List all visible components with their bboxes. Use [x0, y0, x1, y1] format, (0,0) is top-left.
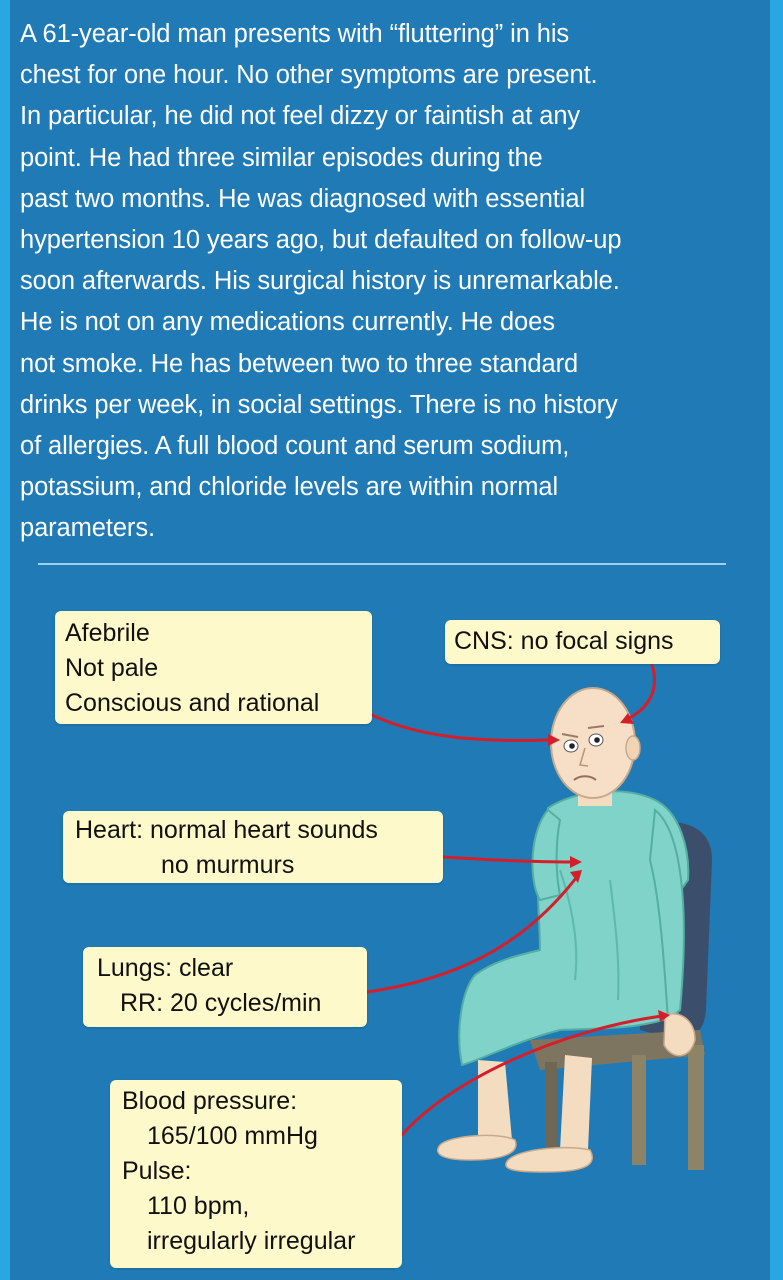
- case-line: hypertension 10 years ago, but defaulted on follow-up: [20, 226, 622, 255]
- cns-finding: CNS: no focal signs: [454, 627, 674, 655]
- arrow-cns: [625, 665, 654, 720]
- case-line: not smoke. He has between two to three standard: [20, 349, 579, 378]
- case-line: A 61-year-old man presents with “fluttering” in his: [20, 20, 570, 48]
- general-finding: Not pale: [65, 654, 159, 682]
- callout-lungs: [83, 947, 367, 1027]
- patient-foot: [438, 1135, 516, 1160]
- lungs-finding: RR: 20 cycles/min: [120, 989, 322, 1017]
- vitals-value: 165/100 mmHg: [147, 1122, 318, 1150]
- callout-vitals: [110, 1080, 402, 1268]
- case-line: drinks per week, in social settings. There is no history: [20, 390, 618, 419]
- vitals-value: 110 bpm,: [147, 1192, 250, 1220]
- case-line: parameters.: [20, 514, 155, 543]
- case-line: In particular, he did not feel dizzy or faintish at any: [20, 102, 581, 131]
- chair-leg: [688, 1045, 704, 1170]
- case-line: of allergies. A full blood count and serum sodium,: [20, 432, 570, 461]
- callout-cns: [445, 620, 720, 664]
- arrow-general: [372, 715, 548, 740]
- patient-leg: [560, 1055, 592, 1150]
- callout-heart: [63, 811, 443, 883]
- chair-leg: [545, 1062, 557, 1152]
- vitals-label: Blood pressure:: [122, 1087, 298, 1115]
- vitals-label: Pulse:: [122, 1157, 192, 1185]
- patient-arm: [532, 810, 560, 900]
- case-line: past two months. He was diagnosed with essential: [20, 184, 586, 213]
- case-line: chest for one hour. No other symptoms are present.: [20, 61, 598, 90]
- patient-pupil: [594, 737, 600, 743]
- case-line: He is not on any medications currently. He does: [20, 308, 555, 337]
- patient-pupil: [569, 743, 575, 749]
- patient-leg: [478, 1060, 512, 1142]
- chair-leg: [632, 1055, 646, 1165]
- case-line: potassium, and chloride levels are within normal: [20, 473, 559, 502]
- general-finding: Afebrile: [65, 619, 150, 647]
- patient-foot: [506, 1148, 592, 1172]
- general-finding: Conscious and rational: [65, 689, 320, 717]
- heart-finding: Heart: normal heart sounds: [75, 816, 378, 844]
- heart-finding: no murmurs: [161, 851, 295, 879]
- case-line: soon afterwards. His surgical history is unremarkable.: [20, 267, 620, 296]
- patient-ear: [626, 736, 640, 760]
- case-line: point. He had three similar episodes during the: [20, 143, 543, 172]
- vitals-value: irregularly irregular: [147, 1227, 356, 1255]
- callout-general-exam: [55, 611, 372, 724]
- lungs-finding: Lungs: clear: [97, 954, 234, 982]
